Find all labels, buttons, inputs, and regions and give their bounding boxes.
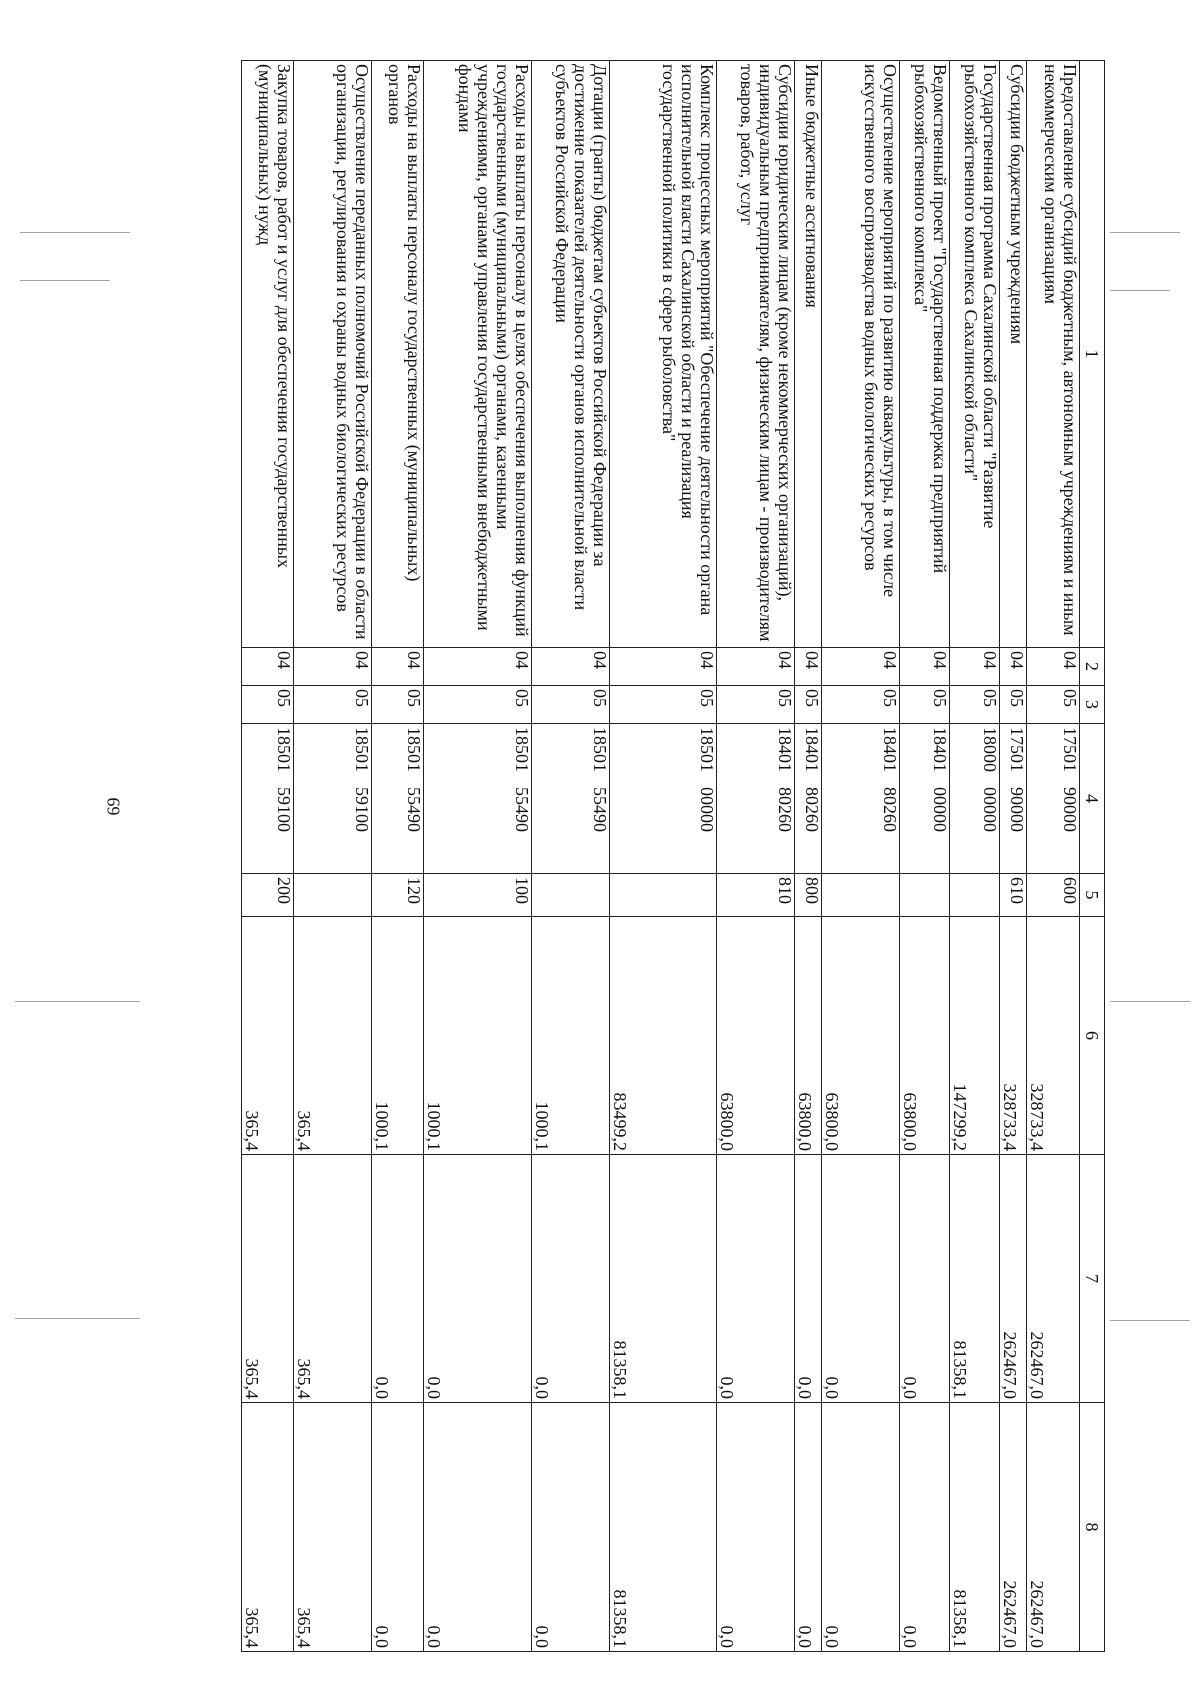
- cell-subsection: 05: [242, 686, 294, 724]
- cell-section: 04: [795, 648, 822, 686]
- cell-target-article-part: 18501: [512, 727, 532, 772]
- row-name: Расходы на выплаты персоналу государственных (муниципальных) органов: [372, 61, 424, 648]
- cell-target-article-part: 18401: [880, 727, 900, 772]
- scan-artifact: [1110, 1001, 1190, 1002]
- cell-target-article: [900, 724, 950, 874]
- cell-amount: 63800,0: [822, 917, 900, 1155]
- column-header: 6: [1080, 917, 1105, 1155]
- cell-amount: 365,4: [294, 1155, 372, 1403]
- cell-expense-type: 600: [1027, 874, 1080, 917]
- cell-amount: 147299,2: [950, 917, 1000, 1155]
- row-name: Осуществление мероприятий по развитию аквакультуры, в том числе искусственного воспроизводства водных биологических ресурсов: [822, 61, 900, 648]
- cell-target-article: [242, 724, 294, 874]
- cell-target-article-part: 00000: [697, 787, 717, 832]
- cell-expense-type: [950, 874, 1000, 917]
- cell-amount: 365,4: [242, 1403, 294, 1652]
- table-row: [294, 61, 372, 1652]
- cell-target-article: [795, 724, 822, 874]
- cell-section: 04: [372, 648, 424, 686]
- cell-amount: 328733,4: [1027, 917, 1080, 1155]
- column-header: 7: [1080, 1155, 1105, 1403]
- cell-target-article-part: 18501: [590, 727, 610, 772]
- cell-amount: 0,0: [532, 1155, 610, 1403]
- row-name: Закупка товаров, работ и услуг для обеспечения государственных (муниципальных) нужд: [242, 61, 294, 648]
- cell-target-article-part: 90000: [1060, 787, 1080, 832]
- cell-amount: 63800,0: [900, 917, 950, 1155]
- cell-target-article-part: 55490: [512, 787, 532, 832]
- cell-amount: 0,0: [822, 1155, 900, 1403]
- cell-target-article-part: 18501: [352, 727, 372, 772]
- table-row: [822, 61, 900, 1652]
- cell-target-article: [717, 724, 795, 874]
- cell-amount: 262467,0: [1027, 1155, 1080, 1403]
- cell-target-article: [532, 724, 610, 874]
- cell-amount: 1000,1: [532, 917, 610, 1155]
- cell-target-article-part: 59100: [352, 787, 372, 832]
- row-name: Предоставление субсидий бюджетным, автономным учреждениям и иным некоммерческим организациям: [1027, 61, 1080, 648]
- rotated-table-container: [141, 60, 1105, 1651]
- table-header-row: [1080, 61, 1105, 1652]
- cell-amount: 0,0: [372, 1155, 424, 1403]
- row-name: Субсидии юридическим лицам (кроме некоммерческих организаций), индивидуальным предпринимателям, физическим лицам - производителям товаров, работ, услуг: [717, 61, 795, 648]
- row-name: Субсидии бюджетным учреждениям: [1000, 61, 1027, 648]
- table-row: [717, 61, 795, 1652]
- column-header: 5: [1080, 874, 1105, 917]
- cell-target-article-part: 17501: [1060, 727, 1080, 772]
- cell-section: 04: [610, 648, 717, 686]
- column-header: 8: [1080, 1403, 1105, 1652]
- cell-expense-type: 100: [424, 874, 532, 917]
- cell-amount: 1000,1: [372, 917, 424, 1155]
- cell-target-article-part: 59100: [274, 787, 294, 832]
- cell-amount: 0,0: [822, 1403, 900, 1652]
- cell-subsection: 05: [424, 686, 532, 724]
- cell-target-article-part: 17501: [1007, 727, 1027, 772]
- row-name: Иные бюджетные ассигнования: [795, 61, 822, 648]
- cell-amount: 0,0: [717, 1403, 795, 1652]
- cell-target-article-part: 00000: [930, 787, 950, 832]
- cell-target-article: [424, 724, 532, 874]
- cell-amount: 262467,0: [1000, 1155, 1027, 1403]
- table-row: [950, 61, 1000, 1652]
- cell-amount: 365,4: [294, 917, 372, 1155]
- cell-subsection: 05: [795, 686, 822, 724]
- cell-subsection: 05: [1000, 686, 1027, 724]
- cell-subsection: 05: [717, 686, 795, 724]
- cell-target-article-part: 55490: [404, 787, 424, 832]
- table-row: [900, 61, 950, 1652]
- cell-amount: 0,0: [424, 1403, 532, 1652]
- column-header: 4: [1080, 724, 1105, 874]
- table-row: [610, 61, 717, 1652]
- cell-target-article-part: 18401: [802, 727, 822, 772]
- cell-amount: 365,4: [242, 1155, 294, 1403]
- cell-target-article-part: 90000: [1007, 787, 1027, 832]
- cell-subsection: 05: [610, 686, 717, 724]
- cell-target-article-part: 80260: [802, 787, 822, 832]
- cell-amount: 262467,0: [1027, 1403, 1080, 1652]
- cell-target-article-part: 00000: [980, 787, 1000, 832]
- cell-amount: 0,0: [372, 1403, 424, 1652]
- cell-amount: 63800,0: [795, 917, 822, 1155]
- cell-amount: 81358,1: [950, 1155, 1000, 1403]
- cell-target-article-part: 55490: [590, 787, 610, 832]
- cell-section: 04: [950, 648, 1000, 686]
- column-header: 1: [1080, 61, 1105, 648]
- cell-target-article: [610, 724, 717, 874]
- table-row: [1027, 61, 1080, 1652]
- cell-expense-type: 810: [717, 874, 795, 917]
- cell-amount: 365,4: [242, 917, 294, 1155]
- row-name: Расходы на выплаты персоналу в целях обеспечения выполнения функций государственными (муниципальными) органами, казенными учреждениями, органами управления государственными внебюджетными фондами: [424, 61, 532, 648]
- cell-section: 04: [242, 648, 294, 686]
- cell-target-article-part: 80260: [880, 787, 900, 832]
- cell-subsection: 05: [900, 686, 950, 724]
- page-number: 69: [103, 797, 124, 816]
- cell-target-article-part: 18401: [775, 727, 795, 772]
- cell-expense-type: 120: [372, 874, 424, 917]
- table-row: [795, 61, 822, 1652]
- cell-subsection: 05: [822, 686, 900, 724]
- cell-section: 04: [1000, 648, 1027, 686]
- cell-target-article: [294, 724, 372, 874]
- table-row: [424, 61, 532, 1652]
- scan-artifact: [15, 1318, 140, 1319]
- column-header: 2: [1080, 648, 1105, 686]
- scan-artifact: [1110, 290, 1170, 291]
- cell-target-article: [822, 724, 900, 874]
- cell-amount: 0,0: [900, 1155, 950, 1403]
- cell-section: 04: [424, 648, 532, 686]
- table-row: [242, 61, 294, 1652]
- scan-artifact: [1110, 1320, 1190, 1321]
- cell-amount: 328733,4: [1000, 917, 1027, 1155]
- cell-section: 04: [1027, 648, 1080, 686]
- column-header: 3: [1080, 686, 1105, 724]
- cell-amount: 83499,2: [610, 917, 717, 1155]
- cell-amount: 262467,0: [1000, 1403, 1027, 1652]
- row-name: Ведомственный проект "Государственная поддержка предприятий рыбохозяйственного комплекса": [900, 61, 950, 648]
- cell-expense-type: [294, 874, 372, 917]
- cell-target-article-part: 18501: [274, 727, 294, 772]
- cell-amount: 81358,1: [610, 1155, 717, 1403]
- cell-subsection: 05: [372, 686, 424, 724]
- scan-artifact: [15, 1001, 140, 1002]
- scan-artifact: [20, 280, 110, 281]
- cell-amount: 0,0: [532, 1403, 610, 1652]
- cell-target-article-part: 18501: [404, 727, 424, 772]
- cell-subsection: 05: [294, 686, 372, 724]
- cell-amount: 1000,1: [424, 917, 532, 1155]
- row-name: Дотации (гранты) бюджетам субъектов Российской Федерации за достижение показателей деятельности органов исполнительной власти субъектов Российской Федерации: [532, 61, 610, 648]
- scan-artifact: [20, 232, 130, 233]
- cell-subsection: 05: [950, 686, 1000, 724]
- cell-section: 04: [717, 648, 795, 686]
- cell-target-article: [950, 724, 1000, 874]
- cell-amount: 0,0: [795, 1155, 822, 1403]
- cell-section: 04: [294, 648, 372, 686]
- cell-subsection: 05: [1027, 686, 1080, 724]
- cell-target-article: [1027, 724, 1080, 874]
- cell-amount: 81358,1: [610, 1403, 717, 1652]
- cell-expense-type: 200: [242, 874, 294, 917]
- cell-amount: 0,0: [424, 1155, 532, 1403]
- cell-amount: 365,4: [294, 1403, 372, 1652]
- cell-expense-type: [900, 874, 950, 917]
- table-row: [372, 61, 424, 1652]
- cell-amount: 0,0: [795, 1403, 822, 1652]
- cell-section: 04: [532, 648, 610, 686]
- row-name: Комплекс процессных мероприятий "Обеспечение деятельности органа исполнительной власти Сахалинской области и реализация государственной политики в сфере рыболовства": [610, 61, 717, 648]
- scan-artifact: [1110, 232, 1180, 233]
- table-row: [1000, 61, 1027, 1652]
- cell-amount: 63800,0: [717, 917, 795, 1155]
- cell-subsection: 05: [532, 686, 610, 724]
- cell-target-article: [372, 724, 424, 874]
- cell-target-article-part: 80260: [775, 787, 795, 832]
- cell-target-article-part: 18501: [697, 727, 717, 772]
- budget-table: [241, 60, 1105, 1652]
- row-name: Осуществление переданных полномочий Российской Федерации в области организации, регулирования и охраны водных биологических ресурсов: [294, 61, 372, 648]
- cell-expense-type: 610: [1000, 874, 1027, 917]
- cell-expense-type: [610, 874, 717, 917]
- cell-amount: 0,0: [900, 1403, 950, 1652]
- cell-target-article-part: 18401: [930, 727, 950, 772]
- cell-section: 04: [900, 648, 950, 686]
- cell-target-article: [1000, 724, 1027, 874]
- cell-amount: 0,0: [717, 1155, 795, 1403]
- table-row: [532, 61, 610, 1652]
- cell-target-article-part: 18000: [980, 727, 1000, 772]
- cell-expense-type: 800: [795, 874, 822, 917]
- cell-expense-type: [822, 874, 900, 917]
- cell-amount: 81358,1: [950, 1403, 1000, 1652]
- row-name: Государственная программа Сахалинской области "Развитие рыбохозяйственного комплекса Сахалинской области": [950, 61, 1000, 648]
- cell-section: 04: [822, 648, 900, 686]
- cell-expense-type: [532, 874, 610, 917]
